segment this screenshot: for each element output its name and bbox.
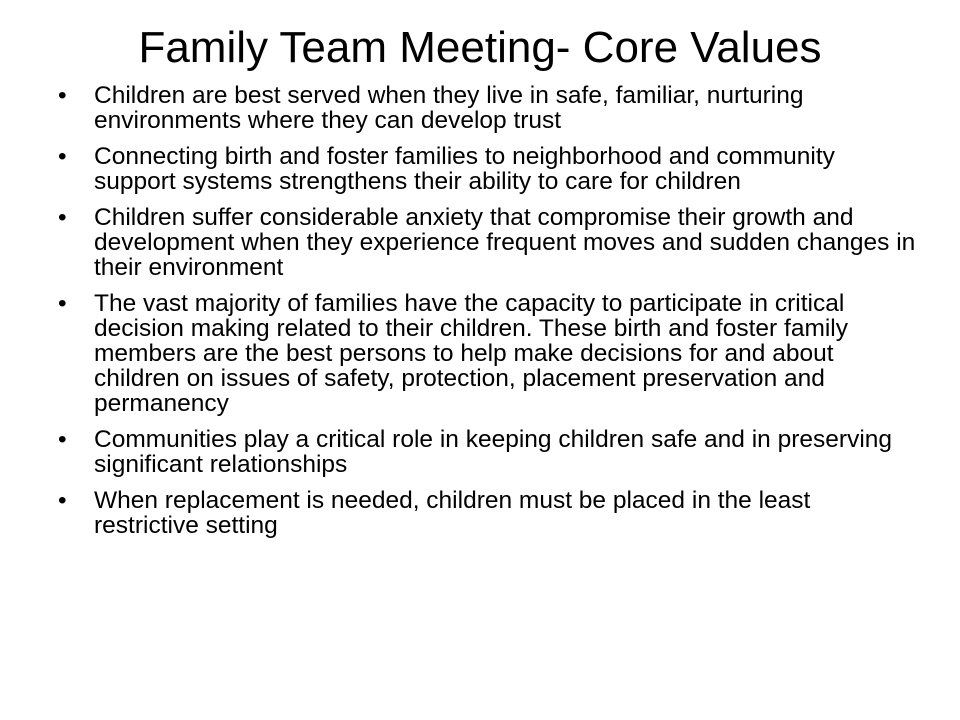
bullet-marker: • [58, 487, 67, 514]
bullet-item [58, 144, 918, 194]
slide-title: Family Team Meeting- Core Values [138, 23, 822, 72]
bullet-text: Children suffer considerable anxiety that compromise their growth and development when they experience frequent moves and sudden changes in their environment [94, 204, 916, 281]
bullet-item [58, 83, 918, 133]
bullet-text: Communities play a critical role in keeping children safe and in preserving significant relationships [94, 426, 893, 478]
bullet-marker: • [58, 426, 67, 453]
bullet-text: When replacement is needed, children must be placed in the least restrictive setting [94, 487, 811, 539]
bullet-text: The vast majority of families have the capacity to participate in critical decision making related to their children. These birth and foster family members are the best persons to help make decisions for and about children on issues of safety, protection, placement preservation and permanency [94, 290, 848, 417]
bullet-marker: • [58, 143, 67, 170]
bullet-marker: • [58, 204, 67, 231]
bullet-marker: • [58, 290, 67, 317]
bullet-item [58, 291, 918, 416]
bullet-item [58, 205, 918, 280]
bullet-list [58, 83, 918, 549]
bullet-marker: • [58, 82, 67, 109]
bullet-text: Connecting birth and foster families to neighborhood and community support systems strengthens their ability to care for children [94, 143, 835, 195]
bullet-item [58, 427, 918, 477]
bullet-item [58, 488, 918, 538]
bullet-text: Children are best served when they live in safe, familiar, nurturing environments where they can develop trust [94, 82, 804, 134]
